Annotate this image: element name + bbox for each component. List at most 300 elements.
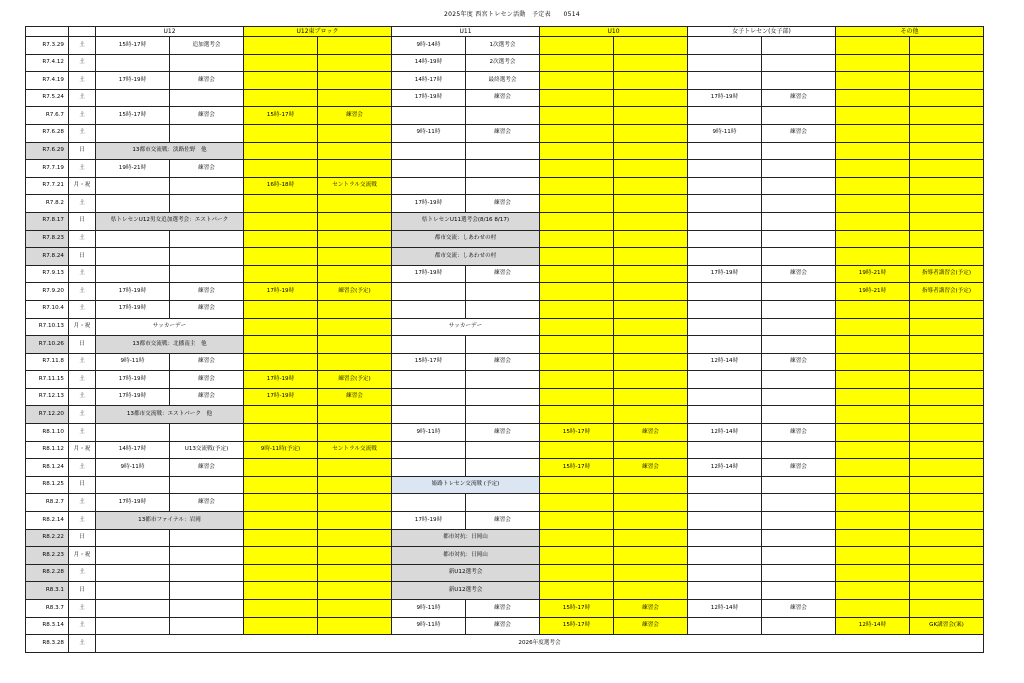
table-row [26, 195, 984, 213]
table-row [26, 177, 984, 195]
schedule-cell [318, 547, 392, 565]
schedule-cell [836, 89, 910, 107]
schedule-cell [318, 424, 392, 442]
schedule-cell [96, 177, 170, 195]
schedule-cell [170, 230, 244, 248]
schedule-cell [318, 476, 392, 494]
schedule-cell [614, 142, 688, 160]
schedule-cell: 17時-19時 [688, 89, 762, 107]
table-row [26, 124, 984, 142]
schedule-cell [540, 283, 614, 301]
schedule-cell: 練習会 [762, 265, 836, 283]
schedule-cell [614, 547, 688, 565]
schedule-cell [614, 494, 688, 512]
schedule-cell [244, 300, 318, 318]
schedule-cell [392, 177, 466, 195]
schedule-cell [170, 617, 244, 635]
schedule-cell [318, 160, 392, 178]
weekday-cell: 日 [69, 582, 96, 600]
merged-event-cell: 都市交流：しあわせの村 [392, 230, 540, 248]
schedule-cell [836, 54, 910, 72]
schedule-cell [614, 160, 688, 178]
schedule-cell: 19時-21時 [836, 265, 910, 283]
date-cell: R8.2.23 [26, 547, 69, 565]
schedule-cell [836, 212, 910, 230]
schedule-cell: 14時-19時 [392, 54, 466, 72]
schedule-cell [688, 283, 762, 301]
schedule-cell [910, 459, 984, 477]
schedule-cell [836, 37, 910, 55]
schedule-cell [836, 441, 910, 459]
schedule-cell [688, 388, 762, 406]
schedule-cell [540, 582, 614, 600]
schedule-cell [910, 72, 984, 90]
schedule-cell: 17時-19時 [244, 388, 318, 406]
schedule-cell [614, 476, 688, 494]
date-cell: R8.3.28 [26, 635, 69, 653]
schedule-cell [170, 248, 244, 266]
weekday-cell: 月・祝 [69, 441, 96, 459]
date-cell: R8.3.1 [26, 582, 69, 600]
date-cell: R7.9.20 [26, 283, 69, 301]
date-cell: R8.1.12 [26, 441, 69, 459]
schedule-cell: 練習会 [762, 459, 836, 477]
table-row [26, 635, 984, 653]
schedule-cell [688, 582, 762, 600]
schedule-cell [614, 195, 688, 213]
schedule-cell [688, 230, 762, 248]
schedule-cell: 14時-17時 [96, 441, 170, 459]
schedule-cell [392, 371, 466, 389]
date-cell: R7.10.13 [26, 318, 69, 336]
schedule-cell [762, 547, 836, 565]
schedule-cell: 16時-18時 [244, 177, 318, 195]
schedule-cell [910, 529, 984, 547]
merged-event-cell: 新U12選考会 [392, 564, 540, 582]
schedule-cell [688, 177, 762, 195]
weekday-cell: 日 [69, 212, 96, 230]
schedule-cell [96, 195, 170, 213]
schedule-cell: 追加選考会 [170, 37, 244, 55]
schedule-cell [688, 195, 762, 213]
schedule-cell [836, 318, 910, 336]
schedule-cell [244, 72, 318, 90]
schedule-cell [392, 406, 466, 424]
weekday-cell: 土 [69, 353, 96, 371]
schedule-cell [392, 300, 466, 318]
schedule-cell [836, 160, 910, 178]
schedule-cell [688, 300, 762, 318]
schedule-cell [614, 371, 688, 389]
table-row [26, 547, 984, 565]
schedule-cell: U13交流戦(予定) [170, 441, 244, 459]
date-cell: R7.8.24 [26, 248, 69, 266]
schedule-cell [836, 424, 910, 442]
schedule-cell [244, 37, 318, 55]
schedule-cell [318, 37, 392, 55]
schedule-cell [540, 336, 614, 354]
schedule-cell: 15時-17時 [540, 459, 614, 477]
merged-event-cell: 県トレセンU12男女追加選考会：エストパーク [96, 212, 244, 230]
schedule-cell [244, 494, 318, 512]
schedule-cell [170, 124, 244, 142]
date-cell: R7.3.29 [26, 37, 69, 55]
schedule-cell [540, 476, 614, 494]
weekday-cell: 土 [69, 89, 96, 107]
schedule-cell [614, 107, 688, 125]
header-girls: 女子トレセン(女子部) [688, 27, 836, 37]
schedule-cell [762, 212, 836, 230]
schedule-cell [244, 600, 318, 618]
schedule-cell [688, 212, 762, 230]
schedule-cell [244, 476, 318, 494]
schedule-cell [614, 300, 688, 318]
schedule-cell [244, 353, 318, 371]
schedule-cell: 17時-19時 [96, 388, 170, 406]
schedule-cell: 17時-19時 [392, 89, 466, 107]
schedule-cell [96, 547, 170, 565]
table-row [26, 89, 984, 107]
schedule-cell [910, 494, 984, 512]
schedule-cell [96, 89, 170, 107]
schedule-cell [762, 318, 836, 336]
weekday-cell: 土 [69, 124, 96, 142]
table-row [26, 371, 984, 389]
schedule-cell [614, 406, 688, 424]
schedule-cell: セントラル交流戦 [318, 177, 392, 195]
schedule-cell [688, 336, 762, 354]
schedule-cell [466, 142, 540, 160]
schedule-cell [762, 37, 836, 55]
table-row [26, 441, 984, 459]
schedule-cell [762, 388, 836, 406]
weekday-cell: 土 [69, 107, 96, 125]
schedule-cell: 練習会 [170, 300, 244, 318]
schedule-cell [910, 107, 984, 125]
schedule-cell: 9時-11時(予定) [244, 441, 318, 459]
weekday-cell: 土 [69, 564, 96, 582]
date-cell: R7.12.20 [26, 406, 69, 424]
weekday-cell: 土 [69, 265, 96, 283]
schedule-cell [910, 142, 984, 160]
schedule-cell [244, 230, 318, 248]
date-cell: R7.8.23 [26, 230, 69, 248]
merged-event-cell: サッカーデー [96, 318, 244, 336]
schedule-cell [244, 336, 318, 354]
table-row [26, 529, 984, 547]
schedule-cell [762, 406, 836, 424]
schedule-cell [244, 459, 318, 477]
schedule-cell [614, 512, 688, 530]
schedule-cell: セントラル交流戦 [318, 441, 392, 459]
schedule-cell: 9時-11時 [96, 353, 170, 371]
date-cell: R7.5.24 [26, 89, 69, 107]
header-u10: U10 [540, 27, 688, 37]
schedule-cell: 練習会 [170, 72, 244, 90]
schedule-cell [318, 230, 392, 248]
schedule-cell: 練習会 [170, 353, 244, 371]
table-row [26, 617, 984, 635]
date-cell: R8.1.10 [26, 424, 69, 442]
schedule-cell [614, 441, 688, 459]
schedule-cell: 15時-17時 [540, 617, 614, 635]
schedule-cell: 17時-19時 [244, 371, 318, 389]
schedule-cell [96, 582, 170, 600]
schedule-cell [614, 124, 688, 142]
schedule-cell: 15時-17時 [540, 424, 614, 442]
date-cell: R8.3.14 [26, 617, 69, 635]
schedule-cell: 練習会 [466, 265, 540, 283]
weekday-cell: 土 [69, 635, 96, 653]
schedule-cell [244, 248, 318, 266]
date-cell: R8.1.24 [26, 459, 69, 477]
schedule-cell [688, 529, 762, 547]
schedule-cell: 12時-14時 [688, 600, 762, 618]
header-other: その他 [836, 27, 984, 37]
schedule-cell: 指導者講習会(予定) [910, 283, 984, 301]
schedule-cell [688, 54, 762, 72]
schedule-cell [540, 318, 614, 336]
schedule-cell [540, 300, 614, 318]
schedule-cell [244, 160, 318, 178]
weekday-cell: 土 [69, 494, 96, 512]
schedule-cell [318, 265, 392, 283]
schedule-cell: 指導者講習会(予定) [910, 265, 984, 283]
schedule-cell [836, 177, 910, 195]
schedule-cell [910, 37, 984, 55]
merged-event-cell: 13都市交流戦：エストパーク 他 [96, 406, 244, 424]
schedule-cell [836, 248, 910, 266]
merged-event-cell: 2026年度選考会 [96, 635, 984, 653]
schedule-cell [244, 54, 318, 72]
schedule-cell: 練習会 [466, 617, 540, 635]
schedule-cell [318, 459, 392, 477]
date-cell: R7.8.17 [26, 212, 69, 230]
schedule-cell [910, 388, 984, 406]
schedule-cell [836, 124, 910, 142]
schedule-cell [688, 547, 762, 565]
schedule-cell [688, 160, 762, 178]
schedule-cell [466, 459, 540, 477]
schedule-cell [836, 529, 910, 547]
table-row [26, 406, 984, 424]
table-row [26, 336, 984, 354]
header-row [26, 27, 984, 37]
header-u12: U12 [96, 27, 244, 37]
schedule-cell: 練習会(予定) [318, 283, 392, 301]
schedule-cell: 15時-17時 [96, 37, 170, 55]
schedule-cell [688, 371, 762, 389]
schedule-cell [244, 212, 318, 230]
schedule-cell [392, 336, 466, 354]
schedule-cell [836, 388, 910, 406]
schedule-cell: 練習会 [318, 107, 392, 125]
schedule-cell [762, 582, 836, 600]
schedule-cell [318, 336, 392, 354]
schedule-cell: 練習会 [466, 89, 540, 107]
schedule-cell [318, 512, 392, 530]
schedule-cell: 練習会 [170, 459, 244, 477]
schedule-cell: 17時-19時 [96, 300, 170, 318]
schedule-cell [836, 600, 910, 618]
schedule-cell: 2次選考会 [466, 54, 540, 72]
date-cell: R7.8.2 [26, 195, 69, 213]
schedule-cell [540, 564, 614, 582]
schedule-cell: 練習会 [318, 388, 392, 406]
date-cell: R7.6.7 [26, 107, 69, 125]
schedule-cell [836, 72, 910, 90]
schedule-cell: 練習会 [762, 600, 836, 618]
date-cell: R7.7.21 [26, 177, 69, 195]
schedule-cell [688, 512, 762, 530]
schedule-cell [466, 300, 540, 318]
schedule-cell: 15時-17時 [540, 600, 614, 618]
schedule-cell [614, 353, 688, 371]
header-u12-east-block: U12東ブロック [244, 27, 392, 37]
schedule-cell: 練習会 [614, 617, 688, 635]
date-cell: R7.9.13 [26, 265, 69, 283]
date-cell: R7.11.8 [26, 353, 69, 371]
schedule-cell [170, 600, 244, 618]
date-cell: R7.6.28 [26, 124, 69, 142]
schedule-cell [96, 476, 170, 494]
schedule-cell [688, 494, 762, 512]
weekday-cell: 日 [69, 529, 96, 547]
schedule-cell: 9時-11時 [392, 600, 466, 618]
schedule-cell: 9時-11時 [96, 459, 170, 477]
schedule-cell: 19時-21時 [836, 283, 910, 301]
weekday-cell: 月・祝 [69, 318, 96, 336]
table-row [26, 212, 984, 230]
schedule-cell [244, 582, 318, 600]
schedule-cell: 15時-17時 [244, 107, 318, 125]
schedule-cell [836, 476, 910, 494]
weekday-cell: 日 [69, 336, 96, 354]
header-day [69, 27, 96, 37]
date-cell: R8.2.28 [26, 564, 69, 582]
schedule-cell [836, 459, 910, 477]
date-cell: R8.2.14 [26, 512, 69, 530]
schedule-cell [466, 160, 540, 178]
schedule-cell: 9時-14時 [392, 37, 466, 55]
schedule-cell [910, 441, 984, 459]
weekday-cell: 土 [69, 406, 96, 424]
schedule-cell [318, 353, 392, 371]
schedule-cell: 最終選考会 [466, 72, 540, 90]
schedule-cell [318, 300, 392, 318]
schedule-cell [244, 124, 318, 142]
table-row [26, 564, 984, 582]
schedule-cell [318, 318, 392, 336]
schedule-cell [614, 72, 688, 90]
schedule-cell: 12時-14時 [836, 617, 910, 635]
schedule-cell: 17時-19時 [392, 512, 466, 530]
schedule-cell: 12時-14時 [688, 353, 762, 371]
schedule-cell: 17時-19時 [96, 494, 170, 512]
schedule-cell [540, 124, 614, 142]
schedule-cell [836, 371, 910, 389]
schedule-cell [96, 424, 170, 442]
schedule-cell: 17時-19時 [96, 72, 170, 90]
schedule-cell [540, 142, 614, 160]
schedule-cell [318, 212, 392, 230]
date-cell: R7.6.29 [26, 142, 69, 160]
schedule-cell [910, 476, 984, 494]
schedule-cell: 17時-19時 [96, 371, 170, 389]
date-cell: R7.12.13 [26, 388, 69, 406]
table-row [26, 265, 984, 283]
date-cell: R8.3.7 [26, 600, 69, 618]
schedule-cell [910, 248, 984, 266]
table-row [26, 248, 984, 266]
merged-event-cell: 都市対抗：日岡山 [392, 529, 540, 547]
schedule-cell: 練習会 [466, 195, 540, 213]
schedule-cell [910, 124, 984, 142]
date-cell: R8.2.22 [26, 529, 69, 547]
schedule-cell: 12時-14時 [688, 459, 762, 477]
schedule-cell [836, 107, 910, 125]
schedule-cell [614, 318, 688, 336]
schedule-cell [244, 406, 318, 424]
schedule-cell [318, 582, 392, 600]
schedule-cell [96, 529, 170, 547]
schedule-cell [762, 476, 836, 494]
schedule-cell [96, 617, 170, 635]
schedule-cell [910, 600, 984, 618]
schedule-cell [910, 564, 984, 582]
schedule-cell [762, 142, 836, 160]
table-row [26, 600, 984, 618]
merged-event-cell: 新U12選考会 [392, 582, 540, 600]
schedule-cell [614, 582, 688, 600]
schedule-table [25, 26, 984, 653]
merged-event-cell: 13都市ファイナル：岩岡 [96, 512, 244, 530]
schedule-cell [540, 441, 614, 459]
schedule-cell [170, 195, 244, 213]
schedule-cell: 練習会 [614, 600, 688, 618]
schedule-cell [170, 424, 244, 442]
schedule-cell [910, 212, 984, 230]
schedule-cell [392, 441, 466, 459]
schedule-cell [762, 248, 836, 266]
schedule-cell [614, 265, 688, 283]
schedule-cell: 12時-14時 [688, 424, 762, 442]
schedule-cell: 練習会(予定) [318, 371, 392, 389]
schedule-cell [318, 142, 392, 160]
schedule-cell: 練習会 [466, 353, 540, 371]
schedule-cell [540, 160, 614, 178]
schedule-cell [910, 371, 984, 389]
schedule-cell [910, 406, 984, 424]
schedule-cell [466, 371, 540, 389]
schedule-cell [688, 617, 762, 635]
schedule-cell [836, 142, 910, 160]
schedule-cell [392, 388, 466, 406]
schedule-cell [688, 441, 762, 459]
table-row [26, 476, 984, 494]
table-row [26, 107, 984, 125]
table-row [26, 388, 984, 406]
schedule-cell [244, 617, 318, 635]
schedule-cell [910, 230, 984, 248]
weekday-cell: 土 [69, 72, 96, 90]
weekday-cell: 土 [69, 424, 96, 442]
schedule-cell: 17時-19時 [688, 265, 762, 283]
schedule-cell [910, 547, 984, 565]
schedule-cell [96, 564, 170, 582]
schedule-cell [688, 476, 762, 494]
schedule-cell [540, 89, 614, 107]
